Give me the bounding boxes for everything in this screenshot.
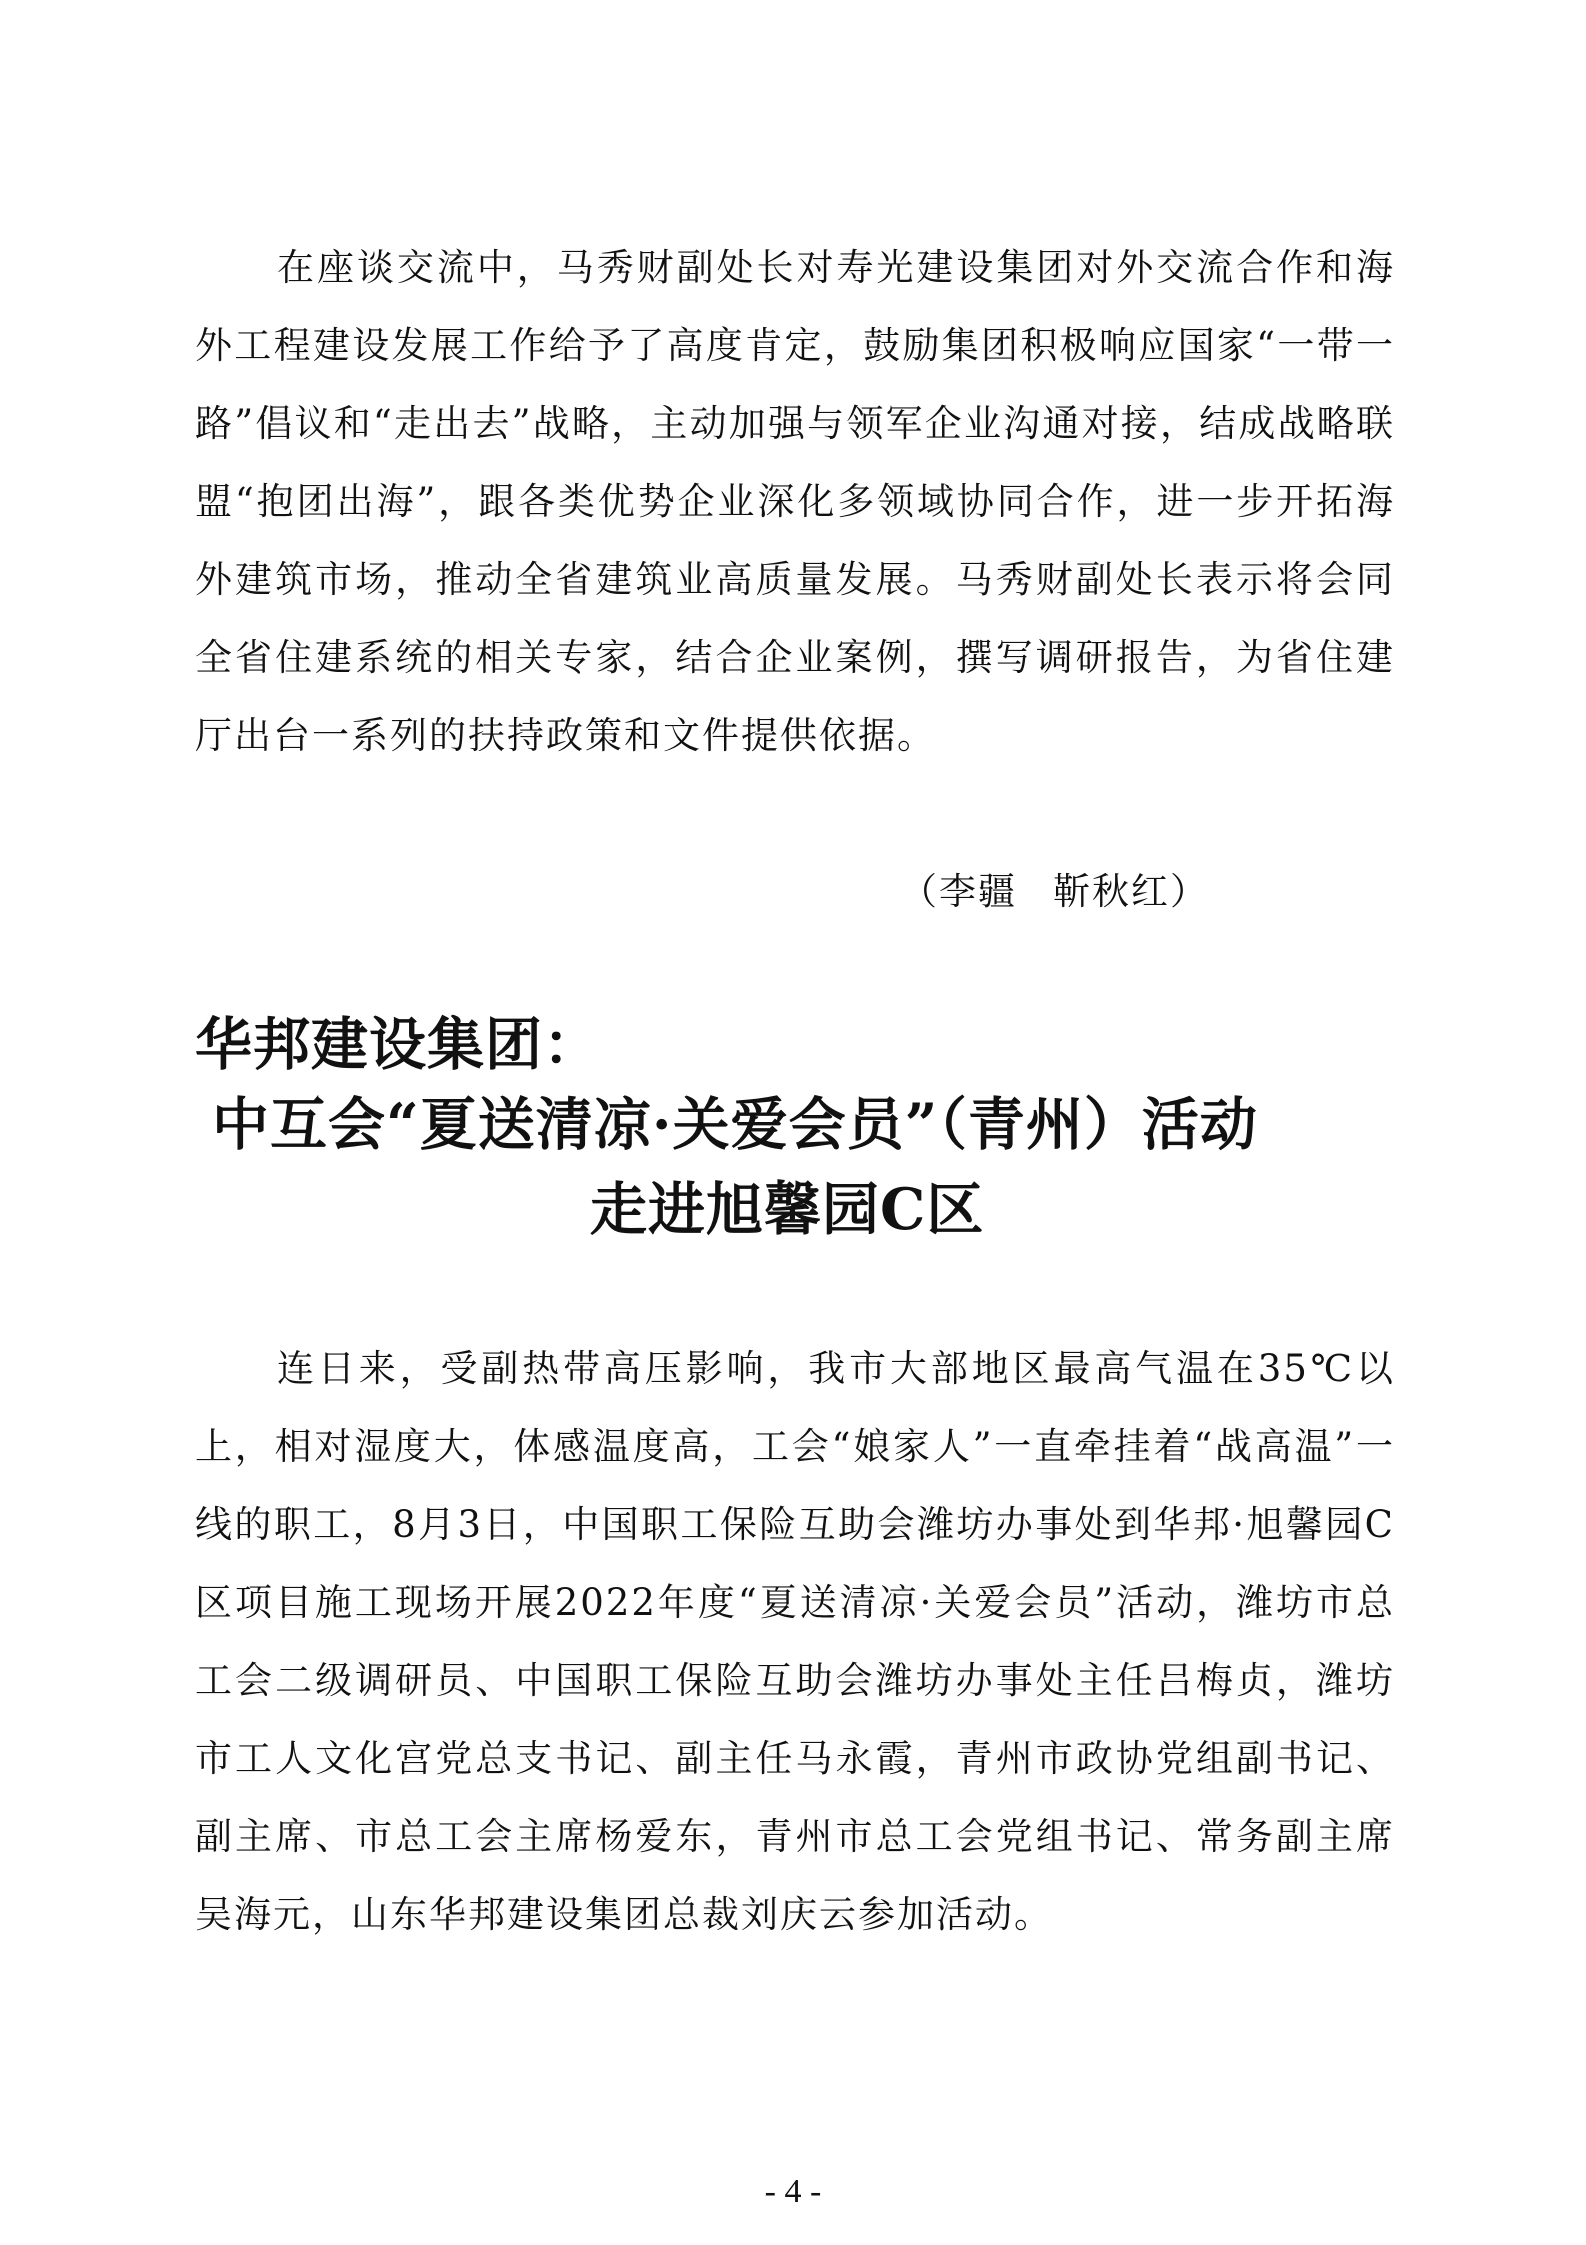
article1-byline [900, 862, 1320, 922]
article2-paragraph: 连日来，受副热带高压影响，我市大部地区最高气温在35℃以上，相对湿度大，体感温度高，工会“娘家人”一直牵挂着“战高温”一线的职工，8月3日，中国职工保险互助会潍坊办事处到华邦·旭馨园C区项目施工现场开展2022年度“夏送清凉·关爱会员”活动，潍坊市总工会二级调研员、中国职工保险互助会潍坊办事处主任吕梅贞，潍坊市工人文化宫党总支书记、副主任马永霞，青州市政协党组副书记、副主席、市总工会主席杨爱东，青州市总工会党组书记、常务副主席吴海元，山东华邦建设集团总裁刘庆云参加活动。 [195, 1347, 1395, 1936]
article2-title-line-3: 走进旭馨园C区 [590, 1176, 985, 1243]
byline-author-2: 靳秋红 [1053, 870, 1170, 913]
byline-author-1: 李疆 [939, 870, 1017, 913]
page-number: - 4 - [764, 2173, 822, 2210]
article1-paragraph: 在座谈交流中，马秀财副处长对寿光建设集团对外交流合作和海外工程建设发展工作给予了高度肯定，鼓励集团积极响应国家“一带一路”倡议和“走出去”战略，主动加强与领军企业沟通对接，结成战略联盟“抱团出海”，跟各类优势企业深化多领域协同合作，进一步开拓海外建筑市场，推动全省建筑业高质量发展。马秀财副处长表示将会同全省住建系统的相关专家，结合企业案例，撰写调研报告，为省住建厅出台一系列的扶持政策和文件提供依据。 [195, 246, 1395, 757]
byline-open-paren: （ [900, 870, 939, 913]
article2-title-line-2: 中互会“夏送清凉·关爱会员”（青州）活动 [212, 1091, 1258, 1158]
byline-close-paren: ） [1170, 870, 1209, 913]
article2-title-line-1: 华邦建设集团： [195, 1011, 601, 1078]
